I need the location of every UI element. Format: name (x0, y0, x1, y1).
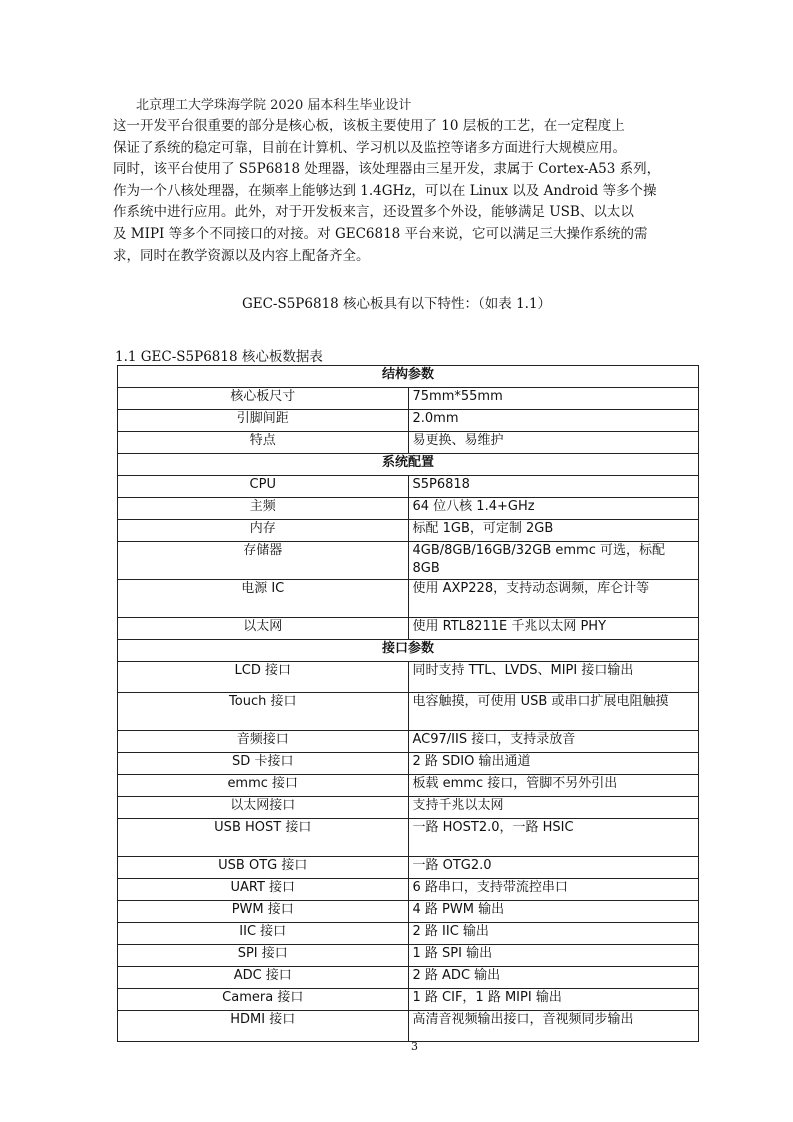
table-row (118, 731, 699, 753)
param-name: 音频接口 (118, 731, 409, 753)
param-value: S5P6818 (408, 476, 699, 498)
param-name: 引脚间距 (118, 410, 409, 432)
section-row (118, 454, 699, 476)
param-value: 一路 OTG2.0 (408, 857, 699, 879)
param-name: Touch 接口 (118, 693, 409, 731)
table-row (118, 498, 699, 520)
table-row (118, 923, 699, 945)
paragraph-line: 同时，该平台使用了 S5P6818 处理器，该处理器由三星开发，隶属于 Cortex-A53 系列， (113, 161, 661, 178)
table-row (118, 901, 699, 923)
table-row (118, 775, 699, 797)
paragraph-line: 保证了系统的稳定可靠，目前在计算机、学习机以及监控等诸多方面进行大规模应用。 (113, 139, 626, 156)
param-name: 主频 (118, 498, 409, 520)
param-name: SD 卡接口 (118, 753, 409, 775)
param-name: USB HOST 接口 (118, 819, 409, 857)
table-intro: GEC-S5P6818 核心板具有以下特性：（如表 1.1） (241, 296, 552, 312)
param-name: SPI 接口 (118, 945, 409, 967)
param-name: 电源 IC (118, 580, 409, 618)
table-row (118, 662, 699, 693)
table-row (118, 432, 699, 454)
param-value: 1 路 CIF，1 路 MIPI 输出 (408, 989, 699, 1011)
param-value: 同时支持 TTL、LVDS、MIPI 接口输出 (408, 662, 699, 693)
table-row (118, 388, 699, 410)
paragraph-line: 求，同时在教学资源以及内容上配备齐全。 (113, 247, 370, 264)
table-row (118, 797, 699, 819)
param-value: 电容触摸，可使用 USB 或串口扩展电阻触摸 (408, 693, 699, 731)
param-name: 以太网 (118, 618, 409, 640)
param-value: 1 路 SPI 输出 (408, 945, 699, 967)
param-name: 特点 (118, 432, 409, 454)
param-name: 以太网接口 (118, 797, 409, 819)
spec-table (117, 365, 699, 1042)
table-row (118, 618, 699, 640)
param-value: 板载 emmc 接口，管脚不另外引出 (408, 775, 699, 797)
page-number: 3 (411, 1040, 418, 1053)
table-row (118, 693, 699, 731)
table-row (118, 520, 699, 542)
table-row (118, 819, 699, 857)
section-header-structure: 结构参数 (118, 366, 699, 388)
param-value: 一路 HOST2.0，一路 HSIC (408, 819, 699, 857)
param-value: 易更换、易维护 (408, 432, 699, 454)
param-value: 75mm*55mm (408, 388, 699, 410)
section-header-system: 系统配置 (118, 454, 699, 476)
param-value: 4 路 PWM 输出 (408, 901, 699, 923)
param-name: PWM 接口 (118, 901, 409, 923)
section-row (118, 366, 699, 388)
param-name: 内存 (118, 520, 409, 542)
table-row (118, 1011, 699, 1042)
param-name: ADC 接口 (118, 967, 409, 989)
page-header: 北京理工大学珠海学院 2020 届本科生毕业设计 (136, 98, 412, 113)
param-name: CPU (118, 476, 409, 498)
param-name: 核心板尺寸 (118, 388, 409, 410)
table-caption: 1.1 GEC-S5P6818 核心板数据表 (115, 349, 323, 365)
paragraph-line: 作系统中进行应用。此外，对于开发板来言，还设置多个外设，能够满足 USB、以太以 (113, 204, 634, 221)
param-value: 2.0mm (408, 410, 699, 432)
param-value: 4GB/8GB/16GB/32GB emmc 可选，标配 8GB (408, 542, 699, 580)
param-name: IIC 接口 (118, 923, 409, 945)
table-row (118, 753, 699, 775)
section-row (118, 640, 699, 662)
param-name: USB OTG 接口 (118, 857, 409, 879)
param-value: 6 路串口，支持带流控串口 (408, 879, 699, 901)
param-value: 64 位八核 1.4+GHz (408, 498, 699, 520)
param-value: 标配 1GB，可定制 2GB (408, 520, 699, 542)
param-value: 使用 RTL8211E 千兆以太网 PHY (408, 618, 699, 640)
param-value: 2 路 SDIO 输出通道 (408, 753, 699, 775)
table-row (118, 542, 699, 580)
table-row (118, 857, 699, 879)
param-value: 2 路 IIC 输出 (408, 923, 699, 945)
param-value: 使用 AXP228，支持动态调频，库仑计等 (408, 580, 699, 618)
param-name: LCD 接口 (118, 662, 409, 693)
param-value: 支持千兆以太网 (408, 797, 699, 819)
paragraph-line: 这一开发平台很重要的部分是核心板，该板主要使用了 10 层板的工艺，在一定程度上 (113, 118, 625, 134)
table-row (118, 410, 699, 432)
table-row (118, 580, 699, 618)
param-name: 存储器 (118, 542, 409, 580)
paragraph-line: 及 MIPI 等多个不同接口的对接。对 GEC6818 平台来说，它可以满足三大操作系统的需 (113, 225, 648, 242)
param-name: HDMI 接口 (118, 1011, 409, 1042)
paragraph-line: 作为一个八核处理器，在频率上能够达到 1.4GHz，可以在 Linux 以及 Android 等多个操 (113, 182, 657, 199)
param-name: UART 接口 (118, 879, 409, 901)
table-row (118, 879, 699, 901)
param-value: AC97/IIS 接口，支持录放音 (408, 731, 699, 753)
param-value: 高清音视频输出接口，音视频同步输出 (408, 1011, 699, 1042)
table-row (118, 967, 699, 989)
table-row (118, 945, 699, 967)
param-name: emmc 接口 (118, 775, 409, 797)
param-value: 2 路 ADC 输出 (408, 967, 699, 989)
table-row (118, 989, 699, 1011)
body-paragraph (113, 116, 698, 267)
table-row (118, 476, 699, 498)
section-header-interface: 接口参数 (118, 640, 699, 662)
param-name: Camera 接口 (118, 989, 409, 1011)
